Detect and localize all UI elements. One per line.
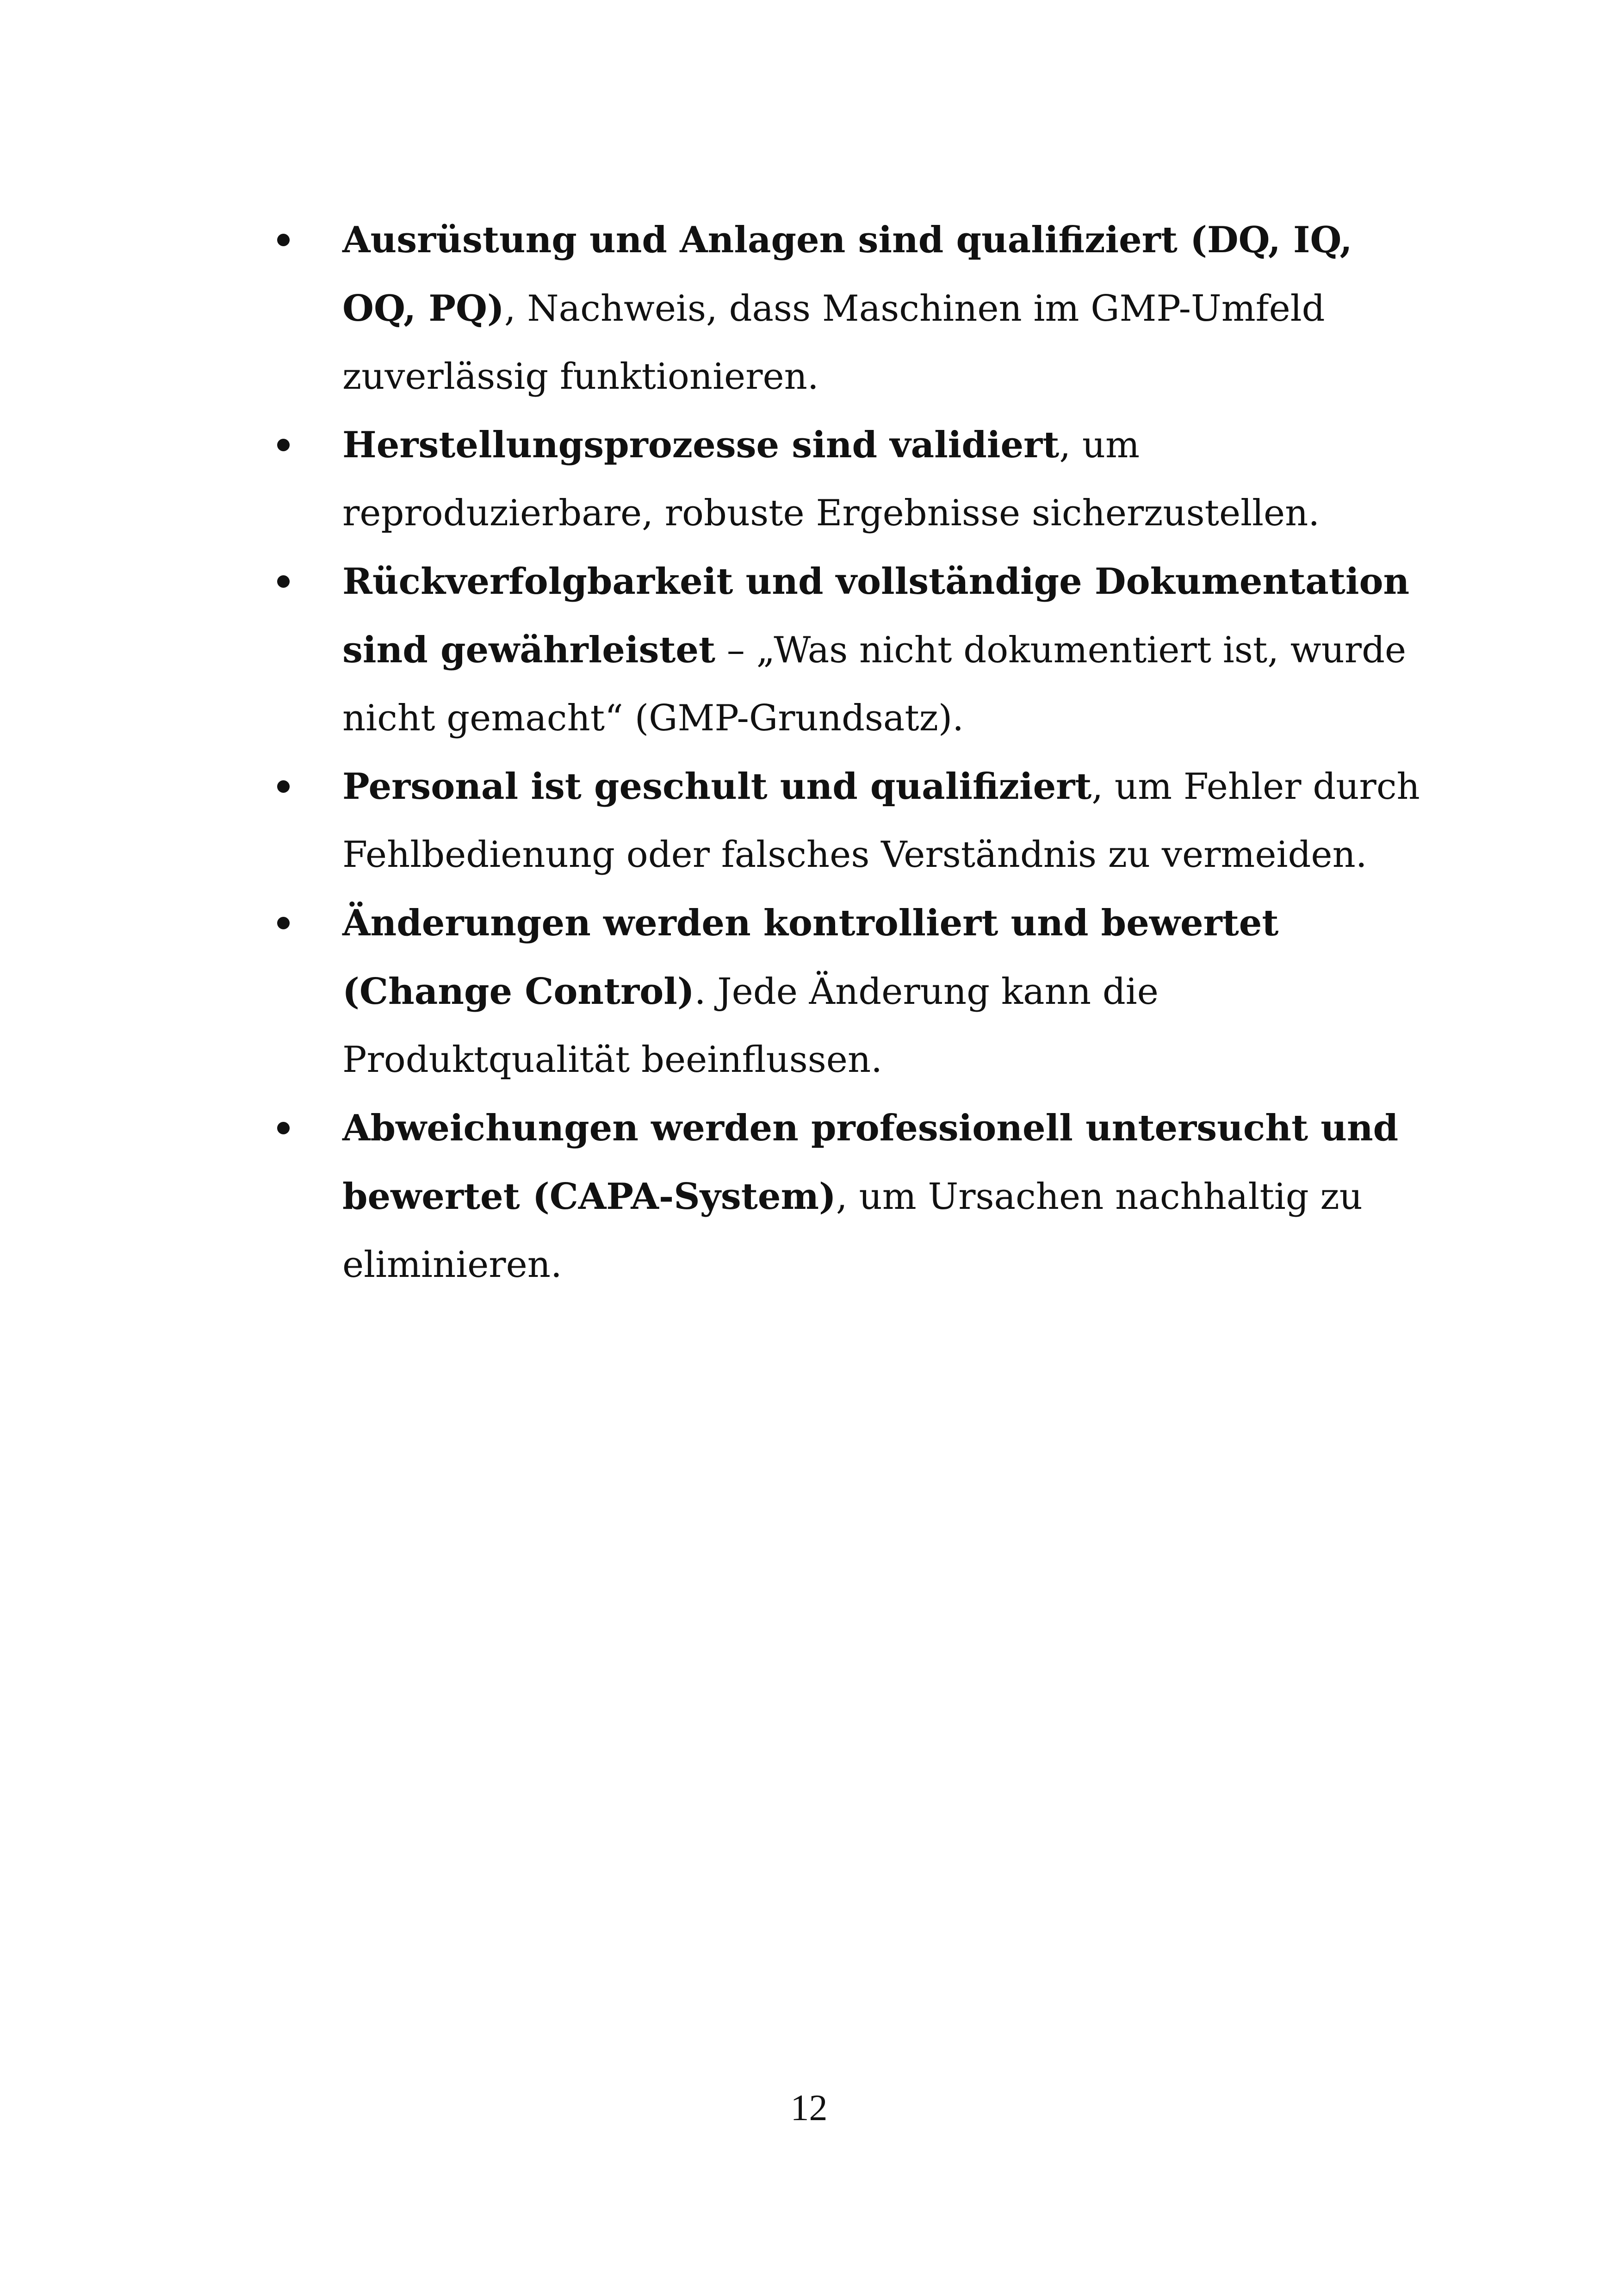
list-item-bold-text: Ausrüstung und Anlagen sind qualifiziert (DQ, IQ, OQ, PQ) [342, 219, 1352, 330]
bullet-icon [277, 780, 290, 793]
bullet-icon [277, 1122, 290, 1134]
bullet-icon [277, 917, 290, 929]
list-item [342, 206, 1420, 411]
list-item-bold-text: Abweichungen werden professionell untersucht und bewertet (CAPA-System) [342, 1107, 1399, 1218]
list-item-text [342, 1108, 1398, 1286]
bullet-icon [277, 575, 290, 588]
list-item [342, 411, 1420, 548]
list-item-regular-text: – „Was nicht dokumentiert ist, wurde nicht gemacht“ (GMP-Grundsatz). [342, 629, 1407, 739]
bullet-list [342, 206, 1420, 1299]
list-item-bold-text: Änderungen werden kontrolliert und bewertet (Change Control) [342, 902, 1279, 1013]
list-item-text [342, 219, 1352, 398]
list-item-bold-text: Herstellungsprozesse sind validiert [342, 424, 1060, 466]
list-item-regular-text: , Nachweis, dass Maschinen im GMP-Umfeld zuverlässig funktionieren. [342, 288, 1325, 398]
list-item [342, 889, 1420, 1094]
list-item-text [342, 424, 1320, 534]
list-item-regular-text: , um Ursachen nachhaltig zu eliminieren. [342, 1176, 1363, 1286]
bullet-icon [277, 234, 290, 246]
page-number: 12 [790, 2088, 828, 2128]
list-item-bold-text: Rückverfolgbarkeit und vollständige Dokumentation sind gewährleistet [342, 560, 1410, 671]
list-item-text [342, 766, 1420, 876]
list-item [342, 548, 1420, 753]
list-item [342, 1094, 1420, 1299]
list-item-text [342, 902, 1278, 1081]
list-item-bold-text: Personal ist geschult und qualifiziert [342, 765, 1092, 808]
list-item-text [342, 561, 1409, 739]
list-item-regular-text: , um Fehler durch Fehlbedienung oder falsches Verständnis zu vermeiden. [342, 766, 1420, 876]
list-item [342, 753, 1420, 889]
list-item-regular-text: , um reproduzierbare, robuste Ergebnisse sicherzustellen. [342, 424, 1320, 534]
bullet-icon [277, 439, 290, 451]
list-item-regular-text: . Jede Änderung kann die Produktqualität beeinflussen. [342, 971, 1159, 1081]
